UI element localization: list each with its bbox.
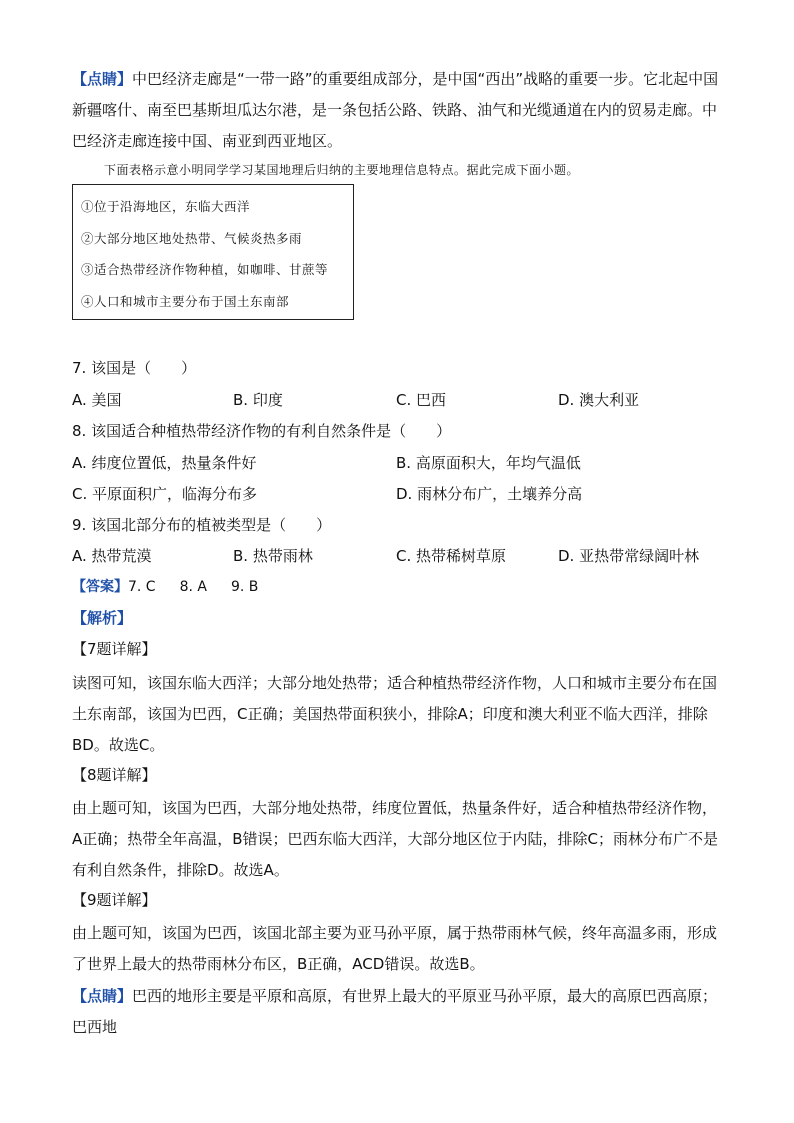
question-9-option-a: A. 热带荒漠 [72, 547, 152, 565]
info-box [72, 184, 354, 320]
detail-9-tag: 【9题详解】 [72, 891, 157, 909]
answer-value-7: 7. C [128, 579, 156, 595]
answer-tag: 【答案】 [72, 579, 128, 595]
question-9-option-d: D. 亚热带常绿阔叶林 [558, 547, 700, 565]
question-8-option-b: B. 高原面积大，年均气温低 [396, 454, 581, 472]
bottom-note-text: 巴西的地形主要是平原和高原，有世界上最大的平原亚马孙平原，最大的高原巴西高原；巴西地 [72, 987, 718, 1036]
answer-value-8: 8. A [179, 579, 207, 595]
top-note-tag: 【点睛】 [72, 70, 133, 88]
question-7-option-c: C. 巴西 [396, 391, 447, 409]
top-note [72, 64, 724, 157]
analysis-tag: 【解析】 [72, 609, 133, 627]
detail-8-text: 由上题可知，该国为巴西，大部分地处热带，纬度位置低，热量条件好，适合种植热带经济作物，A正确；热带全年高温，B错误；巴西东临大西洋，大部分地区位于内陆，排除C；雨林分布广不是有利自然条件，排除D。故选A。 [72, 799, 719, 879]
info-box-item-1: ①位于沿海地区，东临大西洋 [81, 199, 251, 214]
question-9-stem: 9. 该国北部分布的植被类型是（ ） [72, 516, 332, 534]
question-8-stem: 8. 该国适合种植热带经济作物的有利自然条件是（ ） [72, 422, 452, 440]
question-7-option-d: D. 澳大利亚 [558, 391, 640, 409]
info-box-item-2: ②大部分地区地处热带、气候炎热多雨 [81, 230, 303, 246]
question-7-stem: 7. 该国是（ ） [72, 359, 197, 377]
question-7-option-b: B. 印度 [233, 391, 283, 409]
question-7-option-a: A. 美国 [72, 391, 122, 409]
detail-7-text: 读图可知，该国东临大西洋；大部分地处热带；适合种植热带经济作物，人口和城市主要分布在国土东南部，该国为巴西，C正确；美国热带面积狭小，排除A；印度和澳大利亚不临大西洋，排除BD。故选C。 [72, 674, 718, 754]
answer-value-9: 9. B [230, 579, 259, 595]
detail-8-tag: 【8题详解】 [72, 766, 157, 784]
detail-7-tag: 【7题详解】 [72, 640, 157, 658]
info-box-item-4: ④人口和城市主要分布于国土东南部 [81, 293, 290, 309]
question-8-option-a: A. 纬度位置低，热量条件好 [72, 454, 257, 472]
top-note-text: 中巴经济走廊是“一带一路”的重要组成部分，是中国“西出”战略的重要一步。它北起中国新疆喀什、南至巴基斯坦瓜达尔港，是一条包括公路、铁路、油气和光缆通道在内的贸易走廊。中巴经济走廊连接中国、南亚到西亚地区。 [72, 70, 719, 150]
answer-line [72, 575, 282, 599]
question-intro: 下面表格示意小明同学学习某国地理后归纳的主要地理信息特点。据此完成下面小题。 [104, 163, 580, 177]
bottom-note [72, 981, 724, 1043]
question-9-option-c: C. 热带稀树草原 [396, 547, 507, 565]
question-8-option-c: C. 平原面积广，临海分布多 [72, 485, 258, 503]
question-9-option-b: B. 热带雨林 [233, 547, 313, 565]
question-8-option-d: D. 雨林分布广，土壤养分高 [396, 485, 583, 503]
detail-9-text: 由上题可知，该国为巴西，该国北部主要为亚马孙平原，属于热带雨林气候，终年高温多雨，形成了世界上最大的热带雨林分布区，B正确，ACD错误。故选B。 [72, 924, 718, 973]
info-box-item-3: ③适合热带经济作物种植，如咖啡、甘蔗等 [81, 262, 329, 277]
bottom-note-tag: 【点睛】 [72, 987, 133, 1005]
